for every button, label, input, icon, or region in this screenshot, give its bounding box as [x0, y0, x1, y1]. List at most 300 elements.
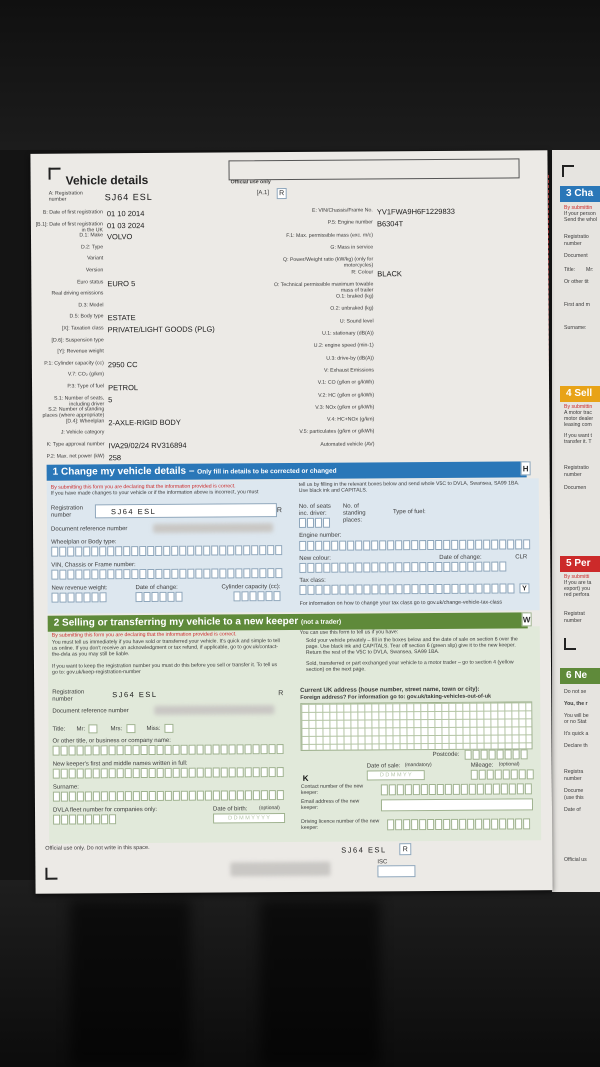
- char-box[interactable]: [307, 541, 314, 551]
- char-box[interactable]: [299, 518, 306, 528]
- char-box[interactable]: [211, 546, 218, 556]
- char-box[interactable]: [419, 562, 426, 572]
- char-box[interactable]: [475, 540, 482, 550]
- char-box[interactable]: [131, 569, 138, 579]
- char-box[interactable]: [339, 563, 346, 573]
- char-box[interactable]: [483, 584, 490, 594]
- char-box[interactable]: [427, 819, 434, 830]
- s2-postcode-boxes[interactable]: [465, 749, 529, 759]
- char-box[interactable]: [491, 584, 498, 594]
- char-box[interactable]: [253, 790, 260, 800]
- char-box[interactable]: [323, 541, 330, 551]
- char-box[interactable]: [117, 791, 124, 801]
- char-box[interactable]: [277, 790, 284, 800]
- char-box[interactable]: [149, 745, 156, 755]
- char-box[interactable]: [499, 584, 506, 594]
- char-box[interactable]: [307, 563, 314, 573]
- s2-fleet-boxes[interactable]: [53, 814, 117, 824]
- char-box[interactable]: [389, 784, 396, 795]
- char-box[interactable]: [237, 744, 244, 754]
- char-box[interactable]: [163, 546, 170, 556]
- char-box[interactable]: [237, 767, 244, 777]
- char-box[interactable]: [265, 591, 272, 601]
- char-box[interactable]: [53, 746, 60, 756]
- char-box[interactable]: [499, 562, 506, 572]
- char-box[interactable]: [507, 583, 514, 593]
- char-box[interactable]: [379, 540, 386, 550]
- char-box[interactable]: [411, 819, 418, 830]
- char-box[interactable]: [339, 541, 346, 551]
- char-box[interactable]: [487, 770, 494, 780]
- char-box[interactable]: [355, 563, 362, 573]
- char-box[interactable]: [101, 814, 108, 824]
- char-box[interactable]: [363, 562, 370, 572]
- char-box[interactable]: [109, 814, 116, 824]
- char-box[interactable]: [405, 784, 412, 795]
- char-box[interactable]: [251, 568, 258, 578]
- char-box[interactable]: [411, 584, 418, 594]
- char-box[interactable]: [269, 744, 276, 754]
- char-box[interactable]: [395, 540, 402, 550]
- char-box[interactable]: [141, 768, 148, 778]
- char-box[interactable]: [221, 790, 228, 800]
- char-box[interactable]: [419, 819, 426, 830]
- char-box[interactable]: [253, 744, 260, 754]
- char-box[interactable]: [125, 768, 132, 778]
- char-box[interactable]: [461, 784, 468, 795]
- char-box[interactable]: [147, 569, 154, 579]
- char-box[interactable]: [125, 745, 132, 755]
- char-box[interactable]: [505, 749, 512, 759]
- char-box[interactable]: [131, 546, 138, 556]
- char-box[interactable]: [273, 591, 280, 601]
- char-box[interactable]: [427, 540, 434, 550]
- char-box[interactable]: [395, 584, 402, 594]
- char-box[interactable]: [443, 819, 450, 830]
- char-box[interactable]: [187, 569, 194, 579]
- char-box[interactable]: [91, 569, 98, 579]
- char-box[interactable]: [387, 540, 394, 550]
- char-box[interactable]: [135, 592, 142, 602]
- char-box[interactable]: [451, 819, 458, 830]
- char-box[interactable]: [123, 546, 130, 556]
- char-box[interactable]: [347, 541, 354, 551]
- s1-date-boxes[interactable]: [135, 592, 183, 602]
- s1-wheelplan-boxes[interactable]: [51, 545, 283, 557]
- s1-vin-boxes[interactable]: [51, 568, 283, 580]
- char-box[interactable]: [515, 539, 522, 549]
- char-box[interactable]: [61, 792, 68, 802]
- char-box[interactable]: [53, 815, 60, 825]
- char-box[interactable]: [261, 767, 268, 777]
- char-box[interactable]: [427, 562, 434, 572]
- char-box[interactable]: [213, 791, 220, 801]
- char-box[interactable]: [315, 541, 322, 551]
- char-box[interactable]: [475, 562, 482, 572]
- char-box[interactable]: [523, 818, 530, 829]
- char-box[interactable]: [507, 818, 514, 829]
- char-box[interactable]: [51, 593, 58, 603]
- s1-revenue-boxes[interactable]: [51, 592, 107, 602]
- char-box[interactable]: [85, 791, 92, 801]
- char-box[interactable]: [435, 540, 442, 550]
- char-box[interactable]: [381, 784, 388, 795]
- char-box[interactable]: [173, 768, 180, 778]
- char-box[interactable]: [165, 745, 172, 755]
- char-box[interactable]: [493, 784, 500, 795]
- char-box[interactable]: [75, 592, 82, 602]
- char-box[interactable]: [491, 562, 498, 572]
- char-box[interactable]: [85, 745, 92, 755]
- char-box[interactable]: [205, 791, 212, 801]
- char-box[interactable]: [125, 791, 132, 801]
- char-box[interactable]: [61, 746, 68, 756]
- char-box[interactable]: [181, 745, 188, 755]
- char-box[interactable]: [437, 784, 444, 795]
- char-box[interactable]: [315, 563, 322, 573]
- char-box[interactable]: [479, 770, 486, 780]
- char-box[interactable]: [523, 539, 530, 549]
- char-box[interactable]: [299, 563, 306, 573]
- char-box[interactable]: [307, 518, 314, 528]
- char-box[interactable]: [101, 791, 108, 801]
- char-box[interactable]: [109, 791, 116, 801]
- char-box[interactable]: [427, 584, 434, 594]
- char-box[interactable]: [491, 540, 498, 550]
- char-box[interactable]: [371, 584, 378, 594]
- s1-colour-boxes[interactable]: [299, 561, 507, 572]
- char-box[interactable]: [243, 545, 250, 555]
- char-box[interactable]: [139, 569, 146, 579]
- char-box[interactable]: [83, 592, 90, 602]
- char-box[interactable]: [51, 547, 58, 557]
- char-box[interactable]: [179, 569, 186, 579]
- char-box[interactable]: [403, 540, 410, 550]
- char-box[interactable]: [221, 744, 228, 754]
- char-box[interactable]: [411, 540, 418, 550]
- char-box[interactable]: [363, 584, 370, 594]
- char-box[interactable]: [371, 540, 378, 550]
- char-box[interactable]: [249, 591, 256, 601]
- char-box[interactable]: [197, 745, 204, 755]
- char-box[interactable]: [517, 783, 524, 794]
- char-box[interactable]: [459, 819, 466, 830]
- char-box[interactable]: [83, 569, 90, 579]
- char-box[interactable]: [229, 767, 236, 777]
- char-box[interactable]: [155, 569, 162, 579]
- char-box[interactable]: [521, 749, 528, 759]
- char-box[interactable]: [195, 546, 202, 556]
- char-box[interactable]: [93, 768, 100, 778]
- char-box[interactable]: [53, 769, 60, 779]
- char-box[interactable]: [489, 750, 496, 760]
- char-box[interactable]: [497, 750, 504, 760]
- char-box[interactable]: [173, 745, 180, 755]
- char-box[interactable]: [507, 539, 514, 549]
- char-box[interactable]: [67, 547, 74, 557]
- char-box[interactable]: [59, 570, 66, 580]
- char-box[interactable]: [323, 563, 330, 573]
- char-box[interactable]: [443, 540, 450, 550]
- char-box[interactable]: [69, 769, 76, 779]
- char-box[interactable]: [69, 746, 76, 756]
- char-box[interactable]: [331, 541, 338, 551]
- char-box[interactable]: [227, 545, 234, 555]
- s2-sale-box[interactable]: D D M M Y Y: [367, 770, 425, 780]
- char-box[interactable]: [371, 562, 378, 572]
- s2-miss-box[interactable]: [164, 724, 173, 733]
- char-box[interactable]: [499, 819, 506, 830]
- char-box[interactable]: [527, 769, 534, 779]
- char-box[interactable]: [355, 585, 362, 595]
- char-box[interactable]: [435, 584, 442, 594]
- char-box[interactable]: [483, 540, 490, 550]
- char-box[interactable]: [237, 790, 244, 800]
- char-box[interactable]: [93, 814, 100, 824]
- char-box[interactable]: [467, 584, 474, 594]
- char-box[interactable]: [197, 768, 204, 778]
- char-box[interactable]: [395, 819, 402, 830]
- char-box[interactable]: [99, 546, 106, 556]
- char-box[interactable]: [387, 819, 394, 830]
- char-box[interactable]: [513, 749, 520, 759]
- char-box[interactable]: [429, 784, 436, 795]
- char-box[interactable]: [459, 540, 466, 550]
- char-box[interactable]: [69, 815, 76, 825]
- char-box[interactable]: [181, 768, 188, 778]
- s2-mr-box[interactable]: [88, 724, 97, 733]
- char-box[interactable]: [443, 584, 450, 594]
- char-box[interactable]: [269, 790, 276, 800]
- char-box[interactable]: [485, 784, 492, 795]
- char-box[interactable]: [175, 592, 182, 602]
- char-box[interactable]: [107, 546, 114, 556]
- s1-engine-boxes[interactable]: [299, 539, 531, 551]
- char-box[interactable]: [253, 767, 260, 777]
- char-box[interactable]: [347, 563, 354, 573]
- char-box[interactable]: [491, 819, 498, 830]
- char-box[interactable]: [91, 592, 98, 602]
- char-box[interactable]: [75, 546, 82, 556]
- char-box[interactable]: [323, 518, 330, 528]
- char-box[interactable]: [61, 769, 68, 779]
- char-box[interactable]: [75, 569, 82, 579]
- char-box[interactable]: [243, 568, 250, 578]
- char-box[interactable]: [499, 540, 506, 550]
- char-box[interactable]: [235, 568, 242, 578]
- s2-address-grid[interactable]: [300, 701, 532, 751]
- char-box[interactable]: [51, 570, 58, 580]
- char-box[interactable]: [61, 815, 68, 825]
- char-box[interactable]: [453, 784, 460, 795]
- char-box[interactable]: [483, 562, 490, 572]
- char-box[interactable]: [109, 768, 116, 778]
- char-box[interactable]: [149, 768, 156, 778]
- char-box[interactable]: [445, 784, 452, 795]
- char-box[interactable]: [141, 791, 148, 801]
- s2-email-box[interactable]: [381, 798, 533, 811]
- char-box[interactable]: [347, 585, 354, 595]
- char-box[interactable]: [267, 545, 274, 555]
- char-box[interactable]: [307, 585, 314, 595]
- char-box[interactable]: [171, 569, 178, 579]
- char-box[interactable]: [197, 791, 204, 801]
- char-box[interactable]: [149, 791, 156, 801]
- char-box[interactable]: [387, 584, 394, 594]
- char-box[interactable]: [475, 819, 482, 830]
- char-box[interactable]: [93, 791, 100, 801]
- char-box[interactable]: [435, 819, 442, 830]
- char-box[interactable]: [515, 818, 522, 829]
- char-box[interactable]: [115, 546, 122, 556]
- char-box[interactable]: [139, 546, 146, 556]
- char-box[interactable]: [519, 769, 526, 779]
- char-box[interactable]: [77, 814, 84, 824]
- char-box[interactable]: [503, 769, 510, 779]
- char-box[interactable]: [269, 767, 276, 777]
- char-box[interactable]: [299, 585, 306, 595]
- char-box[interactable]: [413, 784, 420, 795]
- char-box[interactable]: [219, 568, 226, 578]
- s2-first-boxes[interactable]: [53, 767, 285, 779]
- char-box[interactable]: [245, 790, 252, 800]
- char-box[interactable]: [235, 545, 242, 555]
- char-box[interactable]: [171, 546, 178, 556]
- char-box[interactable]: [241, 591, 248, 601]
- char-box[interactable]: [511, 769, 518, 779]
- char-box[interactable]: [213, 768, 220, 778]
- s2-other-boxes[interactable]: [53, 744, 285, 756]
- char-box[interactable]: [245, 744, 252, 754]
- char-box[interactable]: [93, 745, 100, 755]
- char-box[interactable]: [219, 545, 226, 555]
- char-box[interactable]: [67, 593, 74, 603]
- char-box[interactable]: [155, 546, 162, 556]
- char-box[interactable]: [227, 568, 234, 578]
- char-box[interactable]: [331, 563, 338, 573]
- char-box[interactable]: [67, 570, 74, 580]
- char-box[interactable]: [501, 783, 508, 794]
- char-box[interactable]: [451, 540, 458, 550]
- char-box[interactable]: [259, 545, 266, 555]
- char-box[interactable]: [421, 784, 428, 795]
- char-box[interactable]: [261, 790, 268, 800]
- char-box[interactable]: [187, 546, 194, 556]
- char-box[interactable]: [159, 592, 166, 602]
- char-box[interactable]: [173, 791, 180, 801]
- char-box[interactable]: [229, 790, 236, 800]
- char-box[interactable]: [451, 562, 458, 572]
- s2-dob-box[interactable]: D D M M Y Y Y Y: [213, 813, 285, 824]
- char-box[interactable]: [277, 767, 284, 777]
- char-box[interactable]: [459, 584, 466, 594]
- char-box[interactable]: [267, 568, 274, 578]
- s1-cyl-boxes[interactable]: [233, 591, 281, 601]
- char-box[interactable]: [189, 791, 196, 801]
- char-box[interactable]: [395, 562, 402, 572]
- char-box[interactable]: [141, 745, 148, 755]
- char-box[interactable]: [101, 745, 108, 755]
- char-box[interactable]: [163, 569, 170, 579]
- s2-contact-boxes[interactable]: [381, 783, 533, 795]
- char-box[interactable]: [165, 791, 172, 801]
- char-box[interactable]: [275, 568, 282, 578]
- char-box[interactable]: [245, 767, 252, 777]
- char-box[interactable]: [205, 768, 212, 778]
- char-box[interactable]: [481, 750, 488, 760]
- char-box[interactable]: [77, 768, 84, 778]
- char-box[interactable]: [115, 569, 122, 579]
- char-box[interactable]: [203, 546, 210, 556]
- char-box[interactable]: [233, 591, 240, 601]
- s2-surname-boxes[interactable]: [53, 790, 285, 802]
- char-box[interactable]: [397, 784, 404, 795]
- char-box[interactable]: [107, 569, 114, 579]
- char-box[interactable]: [69, 792, 76, 802]
- char-box[interactable]: [143, 592, 150, 602]
- char-box[interactable]: [387, 562, 394, 572]
- char-box[interactable]: [465, 750, 472, 760]
- char-box[interactable]: [133, 791, 140, 801]
- char-box[interactable]: [475, 584, 482, 594]
- char-box[interactable]: [211, 569, 218, 579]
- char-box[interactable]: [77, 745, 84, 755]
- char-box[interactable]: [403, 584, 410, 594]
- char-box[interactable]: [495, 770, 502, 780]
- char-box[interactable]: [459, 562, 466, 572]
- char-box[interactable]: [471, 770, 478, 780]
- char-box[interactable]: [261, 744, 268, 754]
- char-box[interactable]: [403, 562, 410, 572]
- char-box[interactable]: [117, 768, 124, 778]
- char-box[interactable]: [133, 768, 140, 778]
- char-box[interactable]: [331, 585, 338, 595]
- char-box[interactable]: [147, 546, 154, 556]
- char-box[interactable]: [379, 584, 386, 594]
- char-box[interactable]: [277, 744, 284, 754]
- char-box[interactable]: [99, 569, 106, 579]
- char-box[interactable]: [275, 545, 282, 555]
- char-box[interactable]: [203, 569, 210, 579]
- char-box[interactable]: [315, 585, 322, 595]
- char-box[interactable]: [99, 592, 106, 602]
- char-box[interactable]: [435, 562, 442, 572]
- char-box[interactable]: [167, 592, 174, 602]
- char-box[interactable]: [477, 784, 484, 795]
- char-box[interactable]: [525, 783, 532, 794]
- char-box[interactable]: [85, 814, 92, 824]
- char-box[interactable]: [443, 562, 450, 572]
- char-box[interactable]: [189, 745, 196, 755]
- char-box[interactable]: [189, 768, 196, 778]
- char-box[interactable]: [451, 584, 458, 594]
- char-box[interactable]: [59, 547, 66, 557]
- char-box[interactable]: [179, 546, 186, 556]
- char-box[interactable]: [85, 768, 92, 778]
- char-box[interactable]: [315, 518, 322, 528]
- char-box[interactable]: [59, 593, 66, 603]
- char-box[interactable]: [469, 784, 476, 795]
- s2-licence-boxes[interactable]: [387, 818, 531, 830]
- char-box[interactable]: [157, 745, 164, 755]
- char-box[interactable]: [299, 541, 306, 551]
- char-box[interactable]: [229, 744, 236, 754]
- char-box[interactable]: [355, 541, 362, 551]
- char-box[interactable]: [195, 569, 202, 579]
- char-box[interactable]: [133, 745, 140, 755]
- char-box[interactable]: [53, 792, 60, 802]
- char-box[interactable]: [339, 585, 346, 595]
